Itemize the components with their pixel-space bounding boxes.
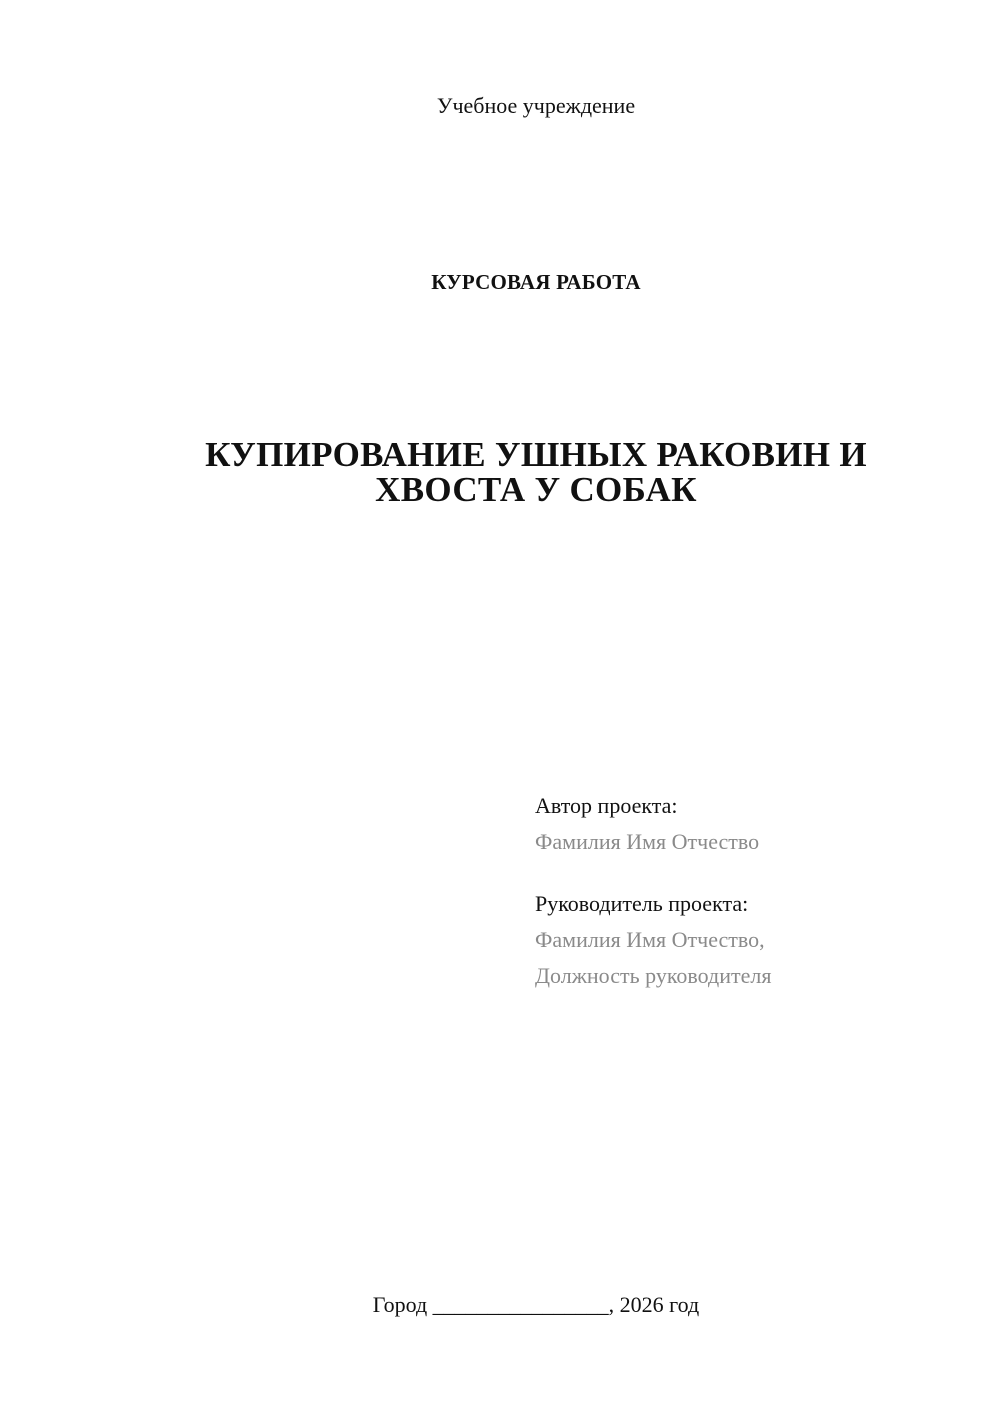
institution-name: Учебное учреждение (436, 93, 636, 118)
supervisor-position: Должность руководителя (535, 963, 772, 988)
author-name: Фамилия Имя Отчество (535, 829, 760, 854)
document-type: КУРСОВАЯ РАБОТА (431, 270, 641, 294)
document-title-line-2: ХВОСТА У СОБАК (375, 470, 697, 509)
document-title (140, 437, 932, 507)
credits-spacer (535, 860, 965, 886)
document-title-line-1: КУПИРОВАНИЕ УШНЫХ РАКОВИН И (205, 435, 867, 474)
author-label: Автор проекта: (535, 793, 678, 818)
supervisor-label: Руководитель проекта: (535, 891, 749, 916)
supervisor-name: Фамилия Имя Отчество, (535, 927, 765, 952)
city-year-line: Город ________________, 2026 год (372, 1292, 700, 1317)
credits-block (535, 788, 965, 994)
